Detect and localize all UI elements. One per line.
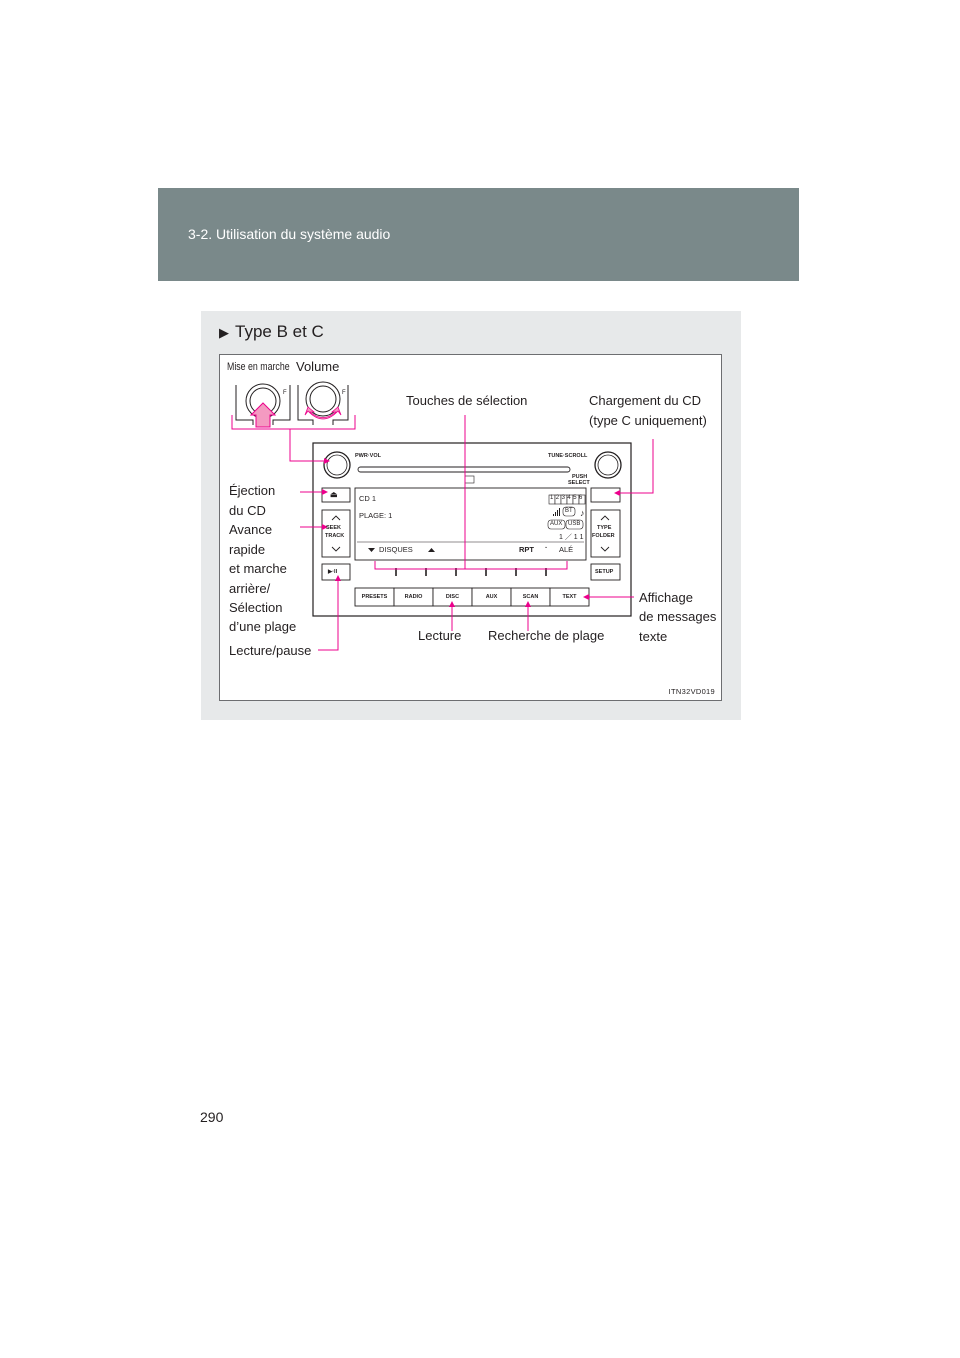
label-volume: Volume [296,359,340,374]
type-label: TYPE [597,525,612,531]
music-note-icon: ♪ [580,508,585,518]
label-text-2: de messages [639,609,717,624]
presets-button-label: PRESETS [361,594,388,600]
label-play-pause: Lecture/pause [229,643,312,658]
label-seek-4: arrière/ [229,581,271,596]
audio-unit-figure [219,354,722,701]
text-button-label: TEXT [562,594,577,600]
pwr-vol-label: PWR·VOL [355,453,381,459]
display-ale: ALÉ [559,545,574,554]
display-track-count: 1 ／ 1 1 [559,534,584,541]
display-bt: BT [565,508,573,514]
panel-title [219,322,324,342]
setup-label: SETUP [595,569,614,575]
label-text-3: texte [639,629,668,644]
turn-arrows-icon [305,407,341,419]
svg-text:F: F [342,390,346,396]
label-seek-2: rapide [229,542,266,557]
scan-button-label: SCAN [522,594,539,600]
display-line1: CD 1 [359,494,377,503]
track-label: TRACK [325,533,345,539]
section-title: 3-2. Utilisation du système audio [188,226,391,242]
press-arrow-icon [251,403,275,427]
select-label: SELECT [568,480,590,486]
display-rpt: RPT [519,545,534,554]
label-seek-6: d’une plage [229,619,297,634]
aux-button-label: AUX [485,594,498,600]
display-disques: DISQUES [379,545,413,554]
label-eject-2: du CD [229,503,266,518]
label-seek-3: et marche [229,561,287,576]
label-text-1: Affichage [639,590,693,605]
content-panel [201,311,741,720]
svg-text:F: F [283,390,287,396]
play-pause-symbol: ▶·II [328,569,338,575]
display-aux: AUX [550,521,563,527]
panel-title-text: Type B et C [235,322,324,341]
display-usb: USB [568,521,581,527]
push-label: PUSH [572,474,588,480]
label-seek-1: Avance [229,522,273,537]
page-number: 290 [200,1109,224,1125]
label-selection-keys: Touches de sélection [406,393,528,408]
display-separator: · [545,543,548,552]
label-cd-load-2: (type C uniquement) [589,413,707,428]
triangle-bullet-icon: ▶ [219,325,229,340]
label-eject-1: Éjection [229,483,276,498]
disc-button-label: DISC [445,594,460,600]
label-cd-load-1: Chargement du CD [589,393,701,408]
label-scan: Recherche de plage [488,628,605,643]
header-bar [158,188,799,281]
label-seek-5: Sélection [229,600,283,615]
cd-load-button [591,488,620,502]
eject-symbol: ⏏ [330,490,338,499]
folder-label: FOLDER [592,533,615,539]
figure-code: ITN32VD019 [668,687,715,696]
label-power: Mise en marche [227,361,290,373]
seek-label: SEEK [326,525,341,531]
display-discs: 1 2 3 4 5 6 [550,495,583,501]
cd-slot [358,467,570,472]
label-play: Lecture [418,628,462,643]
display-line2: PLAGE: 1 [359,511,393,520]
tune-scroll-label: TUNE·SCROLL [548,453,588,459]
radio-button-label: RADIO [404,594,423,600]
